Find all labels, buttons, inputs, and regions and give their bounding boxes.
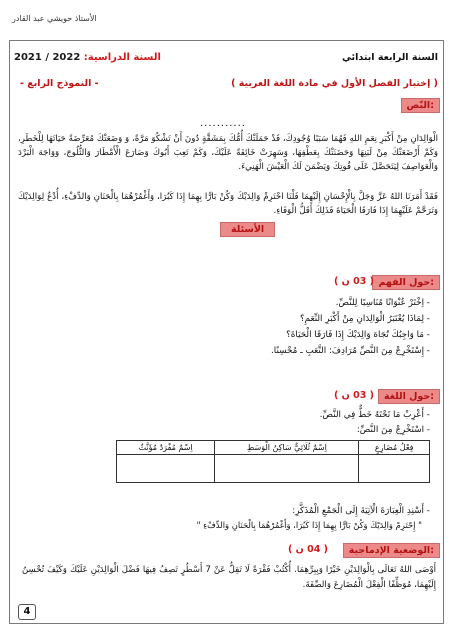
language-item-3-text: أَسْنِدِ الْعِبَارَةَ الْآتِيَةَ إِلَى الْجَمْعِ الْمُذَكَّرِ: [292,506,425,516]
table-header-verb: فِعْلُ مُضَارِعٍ [359,441,430,455]
language-quote: " إِحْتَرِمْ وَالِدَيْكَ وَكُنْ بَارًّا بِهِمَا إِذَا كَبُرَا، وَأَغْمُرْهُمَا بِالْحَنَانِ وَالدِّفْءِ " [196,520,422,530]
comprehension-item-3-text: مَا وَاجِبُكَ تُجَاهَ وَالِدَيْكَ إِذَا فَارَقَا الْحَيَاةَ؟ [286,330,425,340]
school-year [14,52,161,63]
language-item-2-text: اسْتَخْرِجْ مِنَ النَّصِّ: [356,425,425,435]
bullet: - [424,314,430,324]
page-number-text: 4 [23,606,31,617]
bullet: - [424,410,430,420]
questions-label: الأسئلة [220,222,275,237]
title-dots: ........... [200,118,246,129]
integration-score: ( 04 ن ) [288,544,328,555]
comprehension-label: حول الفهم: [372,275,440,290]
exam-title: ( إختبار الفصل الأول في مادة اللغة العربية ) [231,78,438,89]
table-answer-cell[interactable] [117,455,215,483]
bullet: - [424,425,430,435]
model-label: - النموذج الرابع - [20,78,99,89]
language-item-1-text: أَعْرِبْ مَا تَحْتَهُ خَطٌّ فِي النَّصِّ. [319,410,425,420]
header-row [14,52,438,68]
integration-text: أَوْصَى اللهُ تَعَالَى بِالْوَالِدَيْنِ خَيْرًا وَبِبِرِّهِمَا. أُكْتُبْ فَقْرَةً لَا تَقِلُّ عَنْ 7 أَسْطُرٍ تَصِفُ فِيهَا فَضْلَ الْوَالِدَيْنِ عَلَيْكَ وَكَيْفَ تُحْسِنُ إِلَيْهِمَا، مُوَظِّفًا الْفِعْلَ الْمُضَارِعَ وَالصِّفَةَ. [22,565,436,590]
table-answer-cell[interactable] [359,455,430,483]
bullet: - [424,330,430,340]
comprehension-item-1-text: اِخْتَرْ عُنْوَانًا مُنَاسِبًا لِلنَّصِّ. [335,298,425,308]
table-answer-cell[interactable] [215,455,359,483]
comprehension-item-1 [170,296,430,310]
table-header-noun: اِسْمٌ ثُلَاثِيٌّ سَاكِنُ الْوَسَطِ [215,441,359,455]
title-row [14,78,438,94]
text-paragraph-2: فَقَدْ أَمَرَنَا اللهُ عَزَّ وَجَلَّ بِالْإِحْسَانِ إِلَيْهِمَا فَلْنَا احْتَرِمْ وَالِدَيْكَ وَكُنْ بَارًّا بِهِمَا إِذَا كَبُرَا، وَأَغْمُرْهُمَا بِالْحَنَانِ وَالدِّفْءِ، أُدْعُ لِوَالِدَيْكَ وَتَرَحَّمْ عَلَيْهِمَا إِذَا فَارَقَا الْحَيَاةَ فَذَلِكَ أَقَلُّ الْوَفَاءِ. [18,192,438,216]
comprehension-score: ( 03 ن ) [334,276,374,287]
comprehension-item-4 [170,344,430,358]
integration-label: الوضعية الإدماجية: [343,543,440,558]
language-label: حول اللغة: [378,389,440,404]
comprehension-item-4-text: إِسْتَخْرِجْ مِنَ النَّصِّ مُرَادِفَ: التَّعَبِ ـ مُحْسِنًا. [270,346,425,356]
language-score: ( 03 ن ) [334,390,374,401]
year-label: السنة الدراسية: [83,52,161,63]
teacher-name: الأستاذ حويشي عبد القادر [12,14,97,23]
language-item-2 [170,423,430,437]
bullet: - [424,298,430,308]
extraction-grid [116,440,430,483]
extraction-table [116,440,430,483]
text-section-label: النّص: [401,98,440,113]
comprehension-item-2-text: لِمَاذَا يُعْتَبَرُ الْوَالِدَانِ مِنْ أَكْبَرِ النِّعَمِ؟ [299,314,425,324]
page-number [18,604,36,620]
bullet: - [424,506,430,516]
language-item-3 [170,504,430,518]
bullet: - [424,346,430,356]
comprehension-item-3 [170,328,430,342]
year-value: 2021 / 2022 [14,52,81,63]
text-paragraph-1: الْوَالِدَانِ مِنْ أَكْبَرِ نِعَمِ اللهِ فَهُمَا سَبَبًا وُجُودِكَ، قَدْ حَمَلَتْكَ أُمُّكَ بِمَشَقَّةٍ دُونَ أَنْ تَشْكُوَ مَرَّةً، وَ وَضَعَتْكَ مُعَرِّضَةً حَيَاتَهَا لِلْخَطَرِ، وَكَمْ أَرْضَعَتْكَ مِنْ لَبَنِهَا وَحَضَنَتْكَ بِعَطْفِهَا، وَسَهِرَتْ خَائِفَةً عَلَيْكَ، وَكَمْ تَعِبَ أَبُوكَ وَصَارَعَ الْأَمْطَارَ وَالثُّلُوجَ، وَوَاجَهَ الْبَرْدَ وَالْعَوَاصِفَ لِيَتَحَصَّلَ عَلَى قُوتِكَ وَيَضْمَنَ لَكَ الْعَيْشَ الْهَنِيءَ. [18,134,438,172]
comprehension-item-2 [170,312,430,326]
language-item-1 [170,408,430,422]
table-header-feminine: اِسْمٌ مُفْرَدٌ مُؤَنَّثٌ [117,441,215,455]
grade-label: السنة الرابعة ابتدائي [341,52,438,63]
